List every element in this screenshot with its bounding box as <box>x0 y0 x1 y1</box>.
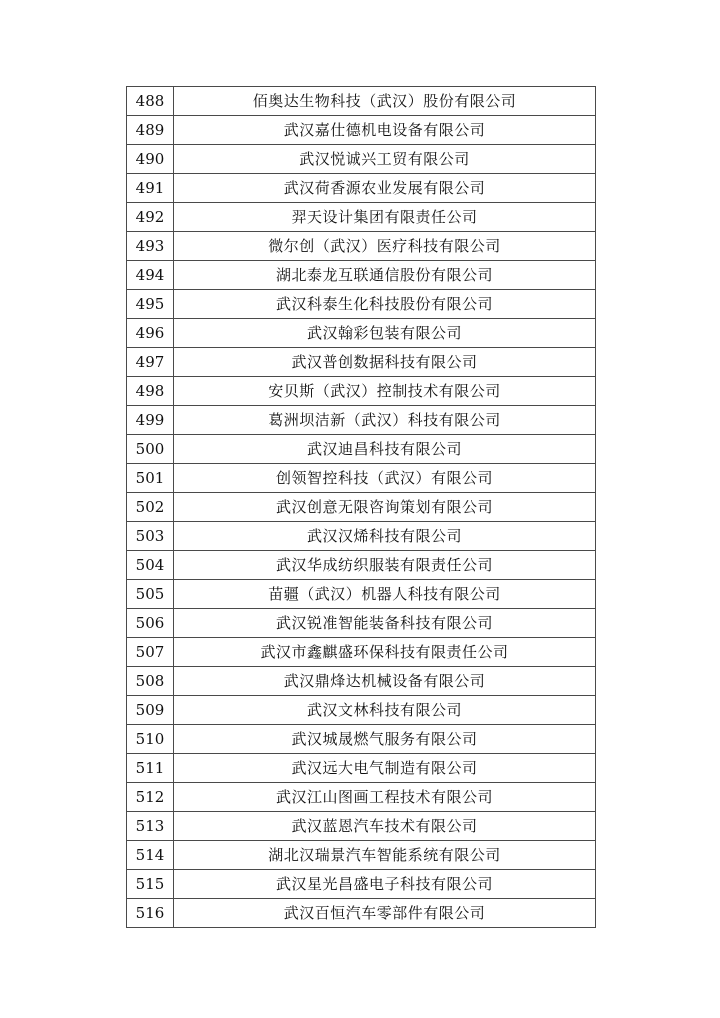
row-number: 502 <box>127 493 174 522</box>
company-name: 武汉鼎烽达机械设备有限公司 <box>174 667 596 696</box>
company-name: 武汉市鑫麒盛环保科技有限责任公司 <box>174 638 596 667</box>
company-name: 武汉华成纺织服装有限责任公司 <box>174 551 596 580</box>
company-name: 武汉江山图画工程技术有限公司 <box>174 783 596 812</box>
company-name: 武汉汉烯科技有限公司 <box>174 522 596 551</box>
company-name: 苗疆（武汉）机器人科技有限公司 <box>174 580 596 609</box>
table-row <box>127 754 596 783</box>
table-row <box>127 348 596 377</box>
company-list-table <box>126 86 596 928</box>
table-row <box>127 406 596 435</box>
table-row <box>127 812 596 841</box>
row-number: 514 <box>127 841 174 870</box>
table-row <box>127 696 596 725</box>
table-row <box>127 870 596 899</box>
company-name: 武汉科泰生化科技股份有限公司 <box>174 290 596 319</box>
company-name: 佰奥达生物科技（武汉）股份有限公司 <box>174 87 596 116</box>
row-number: 493 <box>127 232 174 261</box>
row-number: 492 <box>127 203 174 232</box>
row-number: 516 <box>127 899 174 928</box>
table-row <box>127 899 596 928</box>
table-row <box>127 435 596 464</box>
table-row <box>127 87 596 116</box>
company-name: 武汉荷香源农业发展有限公司 <box>174 174 596 203</box>
row-number: 512 <box>127 783 174 812</box>
table-row <box>127 580 596 609</box>
row-number: 515 <box>127 870 174 899</box>
company-name: 武汉嘉仕德机电设备有限公司 <box>174 116 596 145</box>
row-number: 511 <box>127 754 174 783</box>
company-name: 武汉创意无限咨询策划有限公司 <box>174 493 596 522</box>
table-row <box>127 609 596 638</box>
company-list-body <box>127 87 596 928</box>
row-number: 496 <box>127 319 174 348</box>
table-row <box>127 493 596 522</box>
row-number: 507 <box>127 638 174 667</box>
row-number: 501 <box>127 464 174 493</box>
table-row <box>127 116 596 145</box>
table-row <box>127 377 596 406</box>
company-name: 羿天设计集团有限责任公司 <box>174 203 596 232</box>
table-row <box>127 841 596 870</box>
row-number: 504 <box>127 551 174 580</box>
row-number: 508 <box>127 667 174 696</box>
company-name: 武汉翰彩包装有限公司 <box>174 319 596 348</box>
company-name: 微尔创（武汉）医疗科技有限公司 <box>174 232 596 261</box>
company-name: 武汉城晟燃气服务有限公司 <box>174 725 596 754</box>
row-number: 505 <box>127 580 174 609</box>
company-name: 武汉百恒汽车零部件有限公司 <box>174 899 596 928</box>
row-number: 503 <box>127 522 174 551</box>
row-number: 500 <box>127 435 174 464</box>
company-name: 武汉迪昌科技有限公司 <box>174 435 596 464</box>
row-number: 509 <box>127 696 174 725</box>
row-number: 490 <box>127 145 174 174</box>
company-name: 葛洲坝洁新（武汉）科技有限公司 <box>174 406 596 435</box>
company-name: 武汉蓝恩汽车技术有限公司 <box>174 812 596 841</box>
table-row <box>127 261 596 290</box>
row-number: 510 <box>127 725 174 754</box>
table-row <box>127 319 596 348</box>
company-list-table-wrapper <box>126 86 595 928</box>
table-row <box>127 667 596 696</box>
row-number: 506 <box>127 609 174 638</box>
company-name: 湖北泰龙互联通信股份有限公司 <box>174 261 596 290</box>
table-row <box>127 522 596 551</box>
row-number: 491 <box>127 174 174 203</box>
company-name: 创领智控科技（武汉）有限公司 <box>174 464 596 493</box>
table-row <box>127 232 596 261</box>
table-row <box>127 290 596 319</box>
row-number: 488 <box>127 87 174 116</box>
table-row <box>127 551 596 580</box>
table-row <box>127 783 596 812</box>
table-row <box>127 145 596 174</box>
table-row <box>127 638 596 667</box>
row-number: 513 <box>127 812 174 841</box>
row-number: 497 <box>127 348 174 377</box>
table-row <box>127 725 596 754</box>
table-row <box>127 203 596 232</box>
company-name: 武汉锐准智能装备科技有限公司 <box>174 609 596 638</box>
table-row <box>127 174 596 203</box>
company-name: 武汉普创数据科技有限公司 <box>174 348 596 377</box>
row-number: 489 <box>127 116 174 145</box>
company-name: 武汉远大电气制造有限公司 <box>174 754 596 783</box>
row-number: 499 <box>127 406 174 435</box>
row-number: 498 <box>127 377 174 406</box>
company-name: 武汉文林科技有限公司 <box>174 696 596 725</box>
row-number: 494 <box>127 261 174 290</box>
table-row <box>127 464 596 493</box>
row-number: 495 <box>127 290 174 319</box>
company-name: 安贝斯（武汉）控制技术有限公司 <box>174 377 596 406</box>
company-name: 武汉星光昌盛电子科技有限公司 <box>174 870 596 899</box>
company-name: 湖北汉瑞景汽车智能系统有限公司 <box>174 841 596 870</box>
company-name: 武汉悦诚兴工贸有限公司 <box>174 145 596 174</box>
